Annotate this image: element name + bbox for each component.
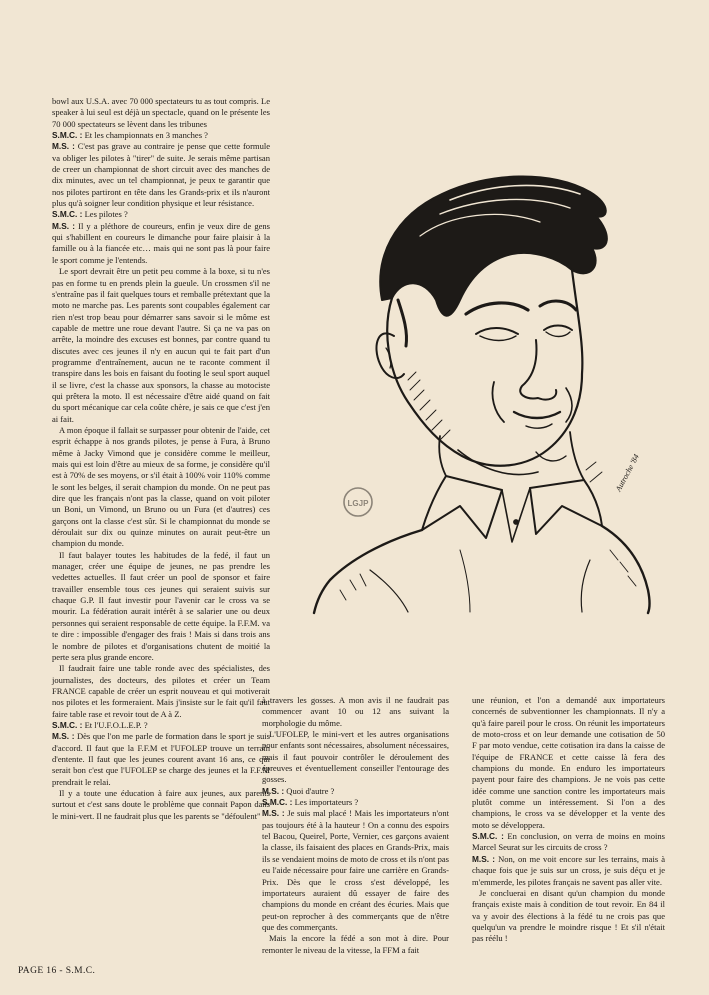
answer (52, 731, 270, 788)
artist-signature: Autroche '84 (613, 452, 641, 493)
paragraph: Il faudrait faire une table ronde avec des spécialistes, des journalistes, des docteurs, des pilotes et créer un Team FRANCE capable de créer un esprit nouveau et qui motiverait nos pilotes et les formeraient. Mais j'insiste sur le fait qu'il faut faire table rase et revoir tout de A à Z. (52, 663, 270, 719)
speaker-label: S.M.C. : (52, 719, 83, 730)
speaker-label: S.M.C. : (472, 831, 504, 842)
article-column-left (52, 96, 270, 822)
page-footer: PAGE 16 - S.M.C. (18, 966, 96, 976)
paragraph: Il faut balayer toutes les habitudes de la fedé, il faut un manager, créer une équipe de jeunes, ne pas prendre les vedettes actuelles. Il faut créer un pool de sponsor et faire travailler ensemble tous ces jeunes qui seraient suivis sur chaque G.P. Il faut investir pour l'avenir car le cross va se mourir. La fédération aurait intérêt à se salarier une ou deux personnes qui seraient responsable de cette équipe. la F.F.M. va te dire : impossible d'engager des frais ! Mais si dans trois ans le nombre de pilotes et d'organisations chutent de moitié la perte sera plus grande encore. (52, 549, 270, 662)
paragraph: une réunion, et l'on a demandé aux importateurs concernés de subventionner les championnats. Il n'y a qu'à faire pareil pour le cross. On réunit les importateurs de moto-cross et on leur demande une cotisation de 50 F par moto vendue, cette cotisation ira dans la caisse de l'équipe de FRANCE et cette caisse là fera des champions du monde. En enduro les importateurs payent pour faire des champions. Je ne vois pas cette idée comme une sanction contre les importateurs mais plutôt comme un intéressement. Si l'on a des champions, le cross va se développer et la vente des moto se développera. (472, 695, 665, 830)
speaker-label: M.S. : (52, 731, 75, 742)
svg-text:LGJP: LGJP (347, 499, 369, 508)
speaker-label: M.S. : (472, 853, 496, 864)
speaker-label: S.M.C. : (52, 209, 83, 220)
question (262, 797, 449, 808)
paragraph: bowl aux U.S.A. avec 70 000 spectateurs tu as tout compris. Le speaker à lui seul est déjà un spectacle, quand on le présente les 70 000 spectateurs se lèvent dans les tribunes (52, 96, 270, 129)
question (52, 130, 270, 141)
speaker-label: M.S. : (262, 808, 285, 819)
paragraph: à travers les gosses. A mon avis il ne faudrait pas commencer avant 10 ou 12 ans suivant la morphologie du môme. (262, 695, 449, 728)
question (52, 209, 270, 220)
question-text: En conclusion, on verra de moins en moins Marcel Seurat sur les circuits de cross ? (472, 831, 665, 853)
speaker-label: M.S. : (52, 141, 75, 152)
answer (52, 141, 270, 209)
paragraph: Mais la encore la fédé a son mot à dire. Pour remonter le niveau de la vitesse, la FFM a fait (262, 933, 449, 955)
paragraph: Il y a toute une éducation à faire aux jeunes, aux parents surtout et c'est sans doute le problème que connait Papon dans le mini-vert. Il ne faudrait plus que les parents se "défoulent" (52, 787, 270, 821)
answer-text: Je suis mal placé ! Mais les importateurs n'ont pas toujours été à la hauteur ! On a connu des espoirs tel Bacou, Queirel, Porte, Vernier, ces garçons avaient la classe, ils faisaient des places en Grands-Prix, mais ils se vendaient moins de moto de cross et ils n'ont pas eu l'aide nécessaire pour faire une carrière en Grands-Prix. Dès que le cross s'est développé, les importateurs auraient dû essayer de faire des champions du monde en créant des écuries. Mais que peut-on reprocher à des commerçants que de n'être que des commerçants. (262, 808, 449, 932)
speaker-label: S.M.C. : (262, 797, 293, 808)
question-text: Et les championnats en 3 manches ? (84, 130, 208, 141)
paragraph: Je concluerai en disant qu'un champion du monde français existe mais à condition de tout revoir. En 84 il va y avoir des élections à la fédé tu ne crois pas que quelqu'un va prendre le moindre risque ! Et s'il n'était pas réélu ! (472, 887, 665, 944)
question (472, 831, 665, 854)
caricature-illustration (290, 150, 655, 615)
question (52, 720, 270, 731)
speaker-label: S.M.C. : (52, 130, 83, 141)
article-column-right (472, 695, 665, 945)
answer-text: Il y a pléthore de coureurs, enfin je veux dire de gens qui s'habillent en coureurs le dimanche pour faire plaisir à la famille ou à la fiancée etc… mais qui ne sont pas là pour faire le sport comme je l'entends. (52, 220, 270, 265)
answer-text: Dès que l'on me parle de formation dans le sport je suis d'accord. Il faut que la F.F.M et l'UFOLEP trouve un terrain d'entente. Il faut que les jeunes courent avant 16 ans, ce qui serait bon c'est que l'UFOLEP se charge des jeunes et la F.F.M prendrait le relai. (52, 731, 270, 787)
question-text: Et l'U.F.O.L.E.P. ? (84, 719, 148, 730)
paragraph: A mon époque il fallait se surpasser pour obtenir de l'aide, cet esprit échappe à nos grands pilotes, je pense à Fura, à Bruno même à Jacky Vimond que je considère comme le meilleur, mais qui est loin d'être au mieux de sa forme, je considère qu'il est à 70% de ses moyens, or s'il était à 100% voir 110% comme le sont les belges, il serait champion du monde. On ne peut pas dire que les français n'ont pas la classe, quand on voit piloter un Boni, un Vimond, un Bruno ou un Fura (et d'autres) ces garçons ont la classe c'est sûr. Si le championnat du monde se déroulait sur dix ou quinze minutes on aurait peut-être un champion du monde. (52, 424, 270, 549)
answer-text: C'est pas grave au contraire je pense que cette formule va obliger les pilotes à "tirer" de suite. Je serais même partisan de creer un championnat de short circuit avec des manches de dix minutes, avec un tel championnat, je peux te garantir que nos pilotes partiront en tête dans les Grands-prix et ils n'auront plus qu'à soigner leur condition physique et leur résistance. (52, 141, 271, 209)
speaker-label: M.S. : (262, 785, 285, 796)
question-text: Quoi d'autre ? (286, 785, 335, 796)
question (262, 786, 449, 797)
answer (472, 854, 665, 888)
article-column-middle (262, 695, 449, 956)
answer (52, 221, 270, 266)
paragraph: Le sport devrait être un petit peu comme à la boxe, si tu n'es pas en forme tu en prends plein la gueule. Un crossmen s'il ne s'entraîne pas il fait quelques tours et remballe prétextant que la moto ne marche pas. Les parents sont coupables également car rien n'est trop beau pour démarrer sans savoir si le môme est capable de mettre une roue devant l'autre. Si ça ne va pas on arrête, la moindre des excuses est bonnes, par contre quand tu discutes avec ces jeunes il n'y en aucun qui te fait part d'un programme d'entraînement, aucun ne te raconte comment il transpire dans les bois en faisant du footing le seul sport auquel il se livre, c'est la chasse aux sponsors, la chasse au motociste qui prêtera la moto. Il est nécessaire d'être aidé quand on fait du sport mécanique car cela coûte chère, je sais ce que c'est j'en ai fait. (52, 266, 270, 424)
speaker-label: M.S. : (52, 220, 76, 231)
library-stamp (344, 488, 372, 516)
question-text: Les importateurs ? (294, 797, 359, 808)
paragraph: L'UFOLEP, le mini-vert et les autres organisations pour enfants sont nécessaires, absolument nécessaires, mais il faut pouvoir contrôler le déroulement des épreuves et éventuellement conseiller l'entourage des gosses. (262, 729, 449, 785)
question-text: Les pilotes ? (84, 209, 128, 220)
answer-text: Non, on me voit encore sur les terrains, mais à chaque fois que je suis sur un cross, je suis déçu et je m'emmerde, les pilotes français ne savent pas aller vite. (472, 853, 665, 887)
answer (262, 808, 449, 933)
